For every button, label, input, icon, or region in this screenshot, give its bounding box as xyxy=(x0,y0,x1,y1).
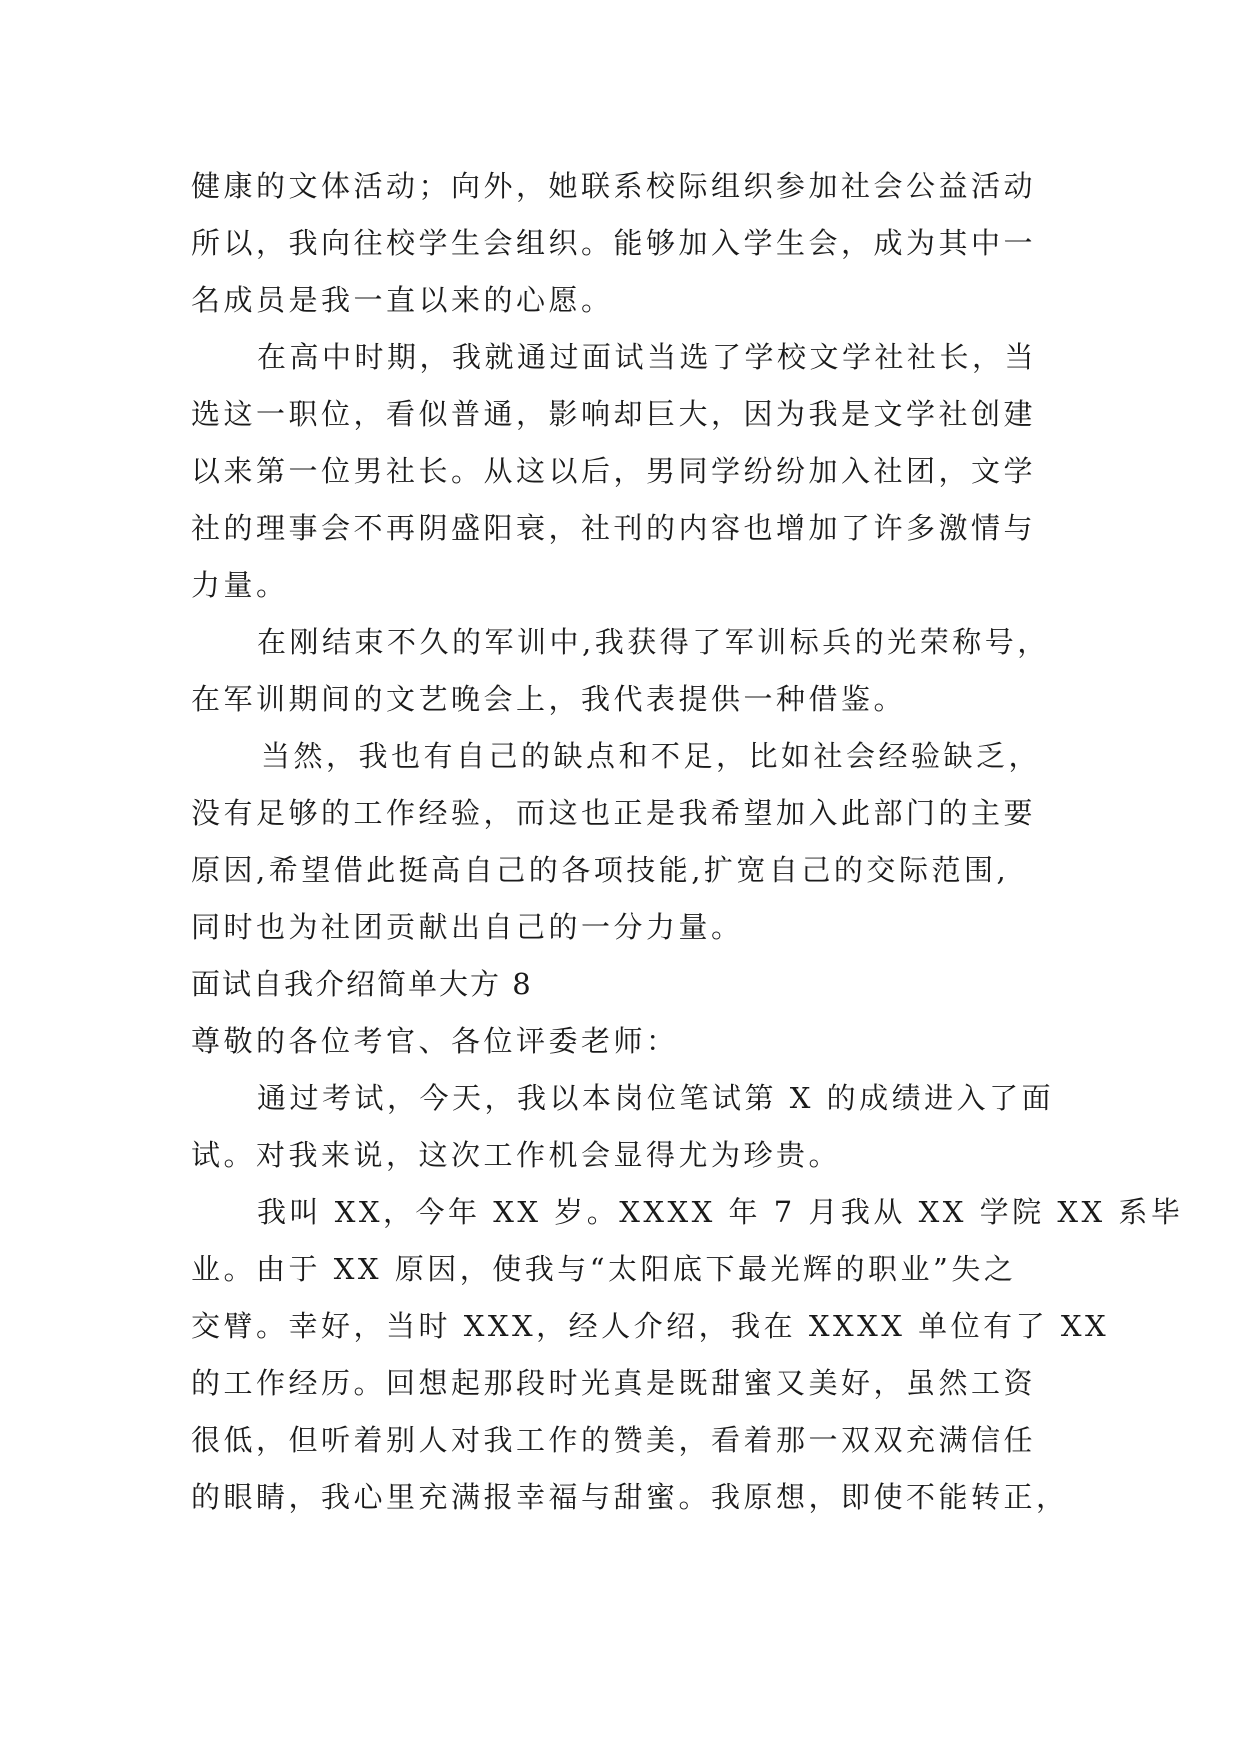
paragraph-start-line: 当然，我也有自己的缺点和不足，比如社会经验缺乏， xyxy=(261,739,1042,773)
text-line: 健康的文体活动；向外，她联系校际组织参加社会公益活动 xyxy=(191,169,1037,203)
salutation-line: 尊敬的各位考官、各位评委老师： xyxy=(191,1024,679,1058)
text-line: 所以，我向往校学生会组织。能够加入学生会，成为其中一 xyxy=(191,226,1037,260)
section-heading: 面试自我介绍简单大方 8 xyxy=(191,967,533,1001)
text-line: 交臂。幸好，当时 XXX，经人介绍，我在 XXXX 单位有了 XX xyxy=(191,1309,1110,1343)
document-body xyxy=(191,158,1184,1526)
text-line: 同时也为社团贡献出自己的一分力量。 xyxy=(191,910,744,944)
paragraph-start-line: 在刚结束不久的军训中,我获得了军训标兵的光荣称号， xyxy=(257,625,1050,659)
text-line: 的眼睛，我心里充满报幸福与甜蜜。我原想，即使不能转正， xyxy=(191,1480,1069,1514)
text-line: 在军训期间的文艺晚会上，我代表提供一种借鉴。 xyxy=(191,682,907,716)
text-line: 的工作经历。回想起那段时光真是既甜蜜又美好，虽然工资 xyxy=(191,1366,1037,1400)
text-line: 业。由于 XX 原因，使我与“太阳底下最光辉的职业”失之 xyxy=(191,1252,1017,1286)
text-line: 以来第一位男社长。从这以后，男同学纷纷加入社团，文学 xyxy=(191,454,1037,488)
text-line: 没有足够的工作经验，而这也正是我希望加入此部门的主要 xyxy=(191,796,1037,830)
text-line: 试。对我来说，这次工作机会显得尤为珍贵。 xyxy=(191,1138,842,1172)
paragraph-start-line: 我叫 XX，今年 XX 岁。XXXX 年 7 月我从 XX 学院 XX 系毕 xyxy=(257,1195,1184,1229)
text-line: 原因,希望借此挺高自己的各项技能,扩宽自己的交际范围, xyxy=(191,853,1010,887)
paragraph-start-line: 在高中时期，我就通过面试当选了学校文学社社长，当 xyxy=(257,340,1038,374)
text-line: 力量。 xyxy=(191,568,289,602)
text-line: 社的理事会不再阴盛阳衰，社刊的内容也增加了许多激情与 xyxy=(191,511,1037,545)
text-line: 很低，但听着别人对我工作的赞美，看着那一双双充满信任 xyxy=(191,1423,1037,1457)
text-line: 选这一职位，看似普通，影响却巨大，因为我是文学社创建 xyxy=(191,397,1037,431)
text-line: 名成员是我一直以来的心愿。 xyxy=(191,283,614,317)
paragraph-start-line: 通过考试，今天，我以本岗位笔试第 X 的成绩进入了面 xyxy=(257,1081,1055,1115)
